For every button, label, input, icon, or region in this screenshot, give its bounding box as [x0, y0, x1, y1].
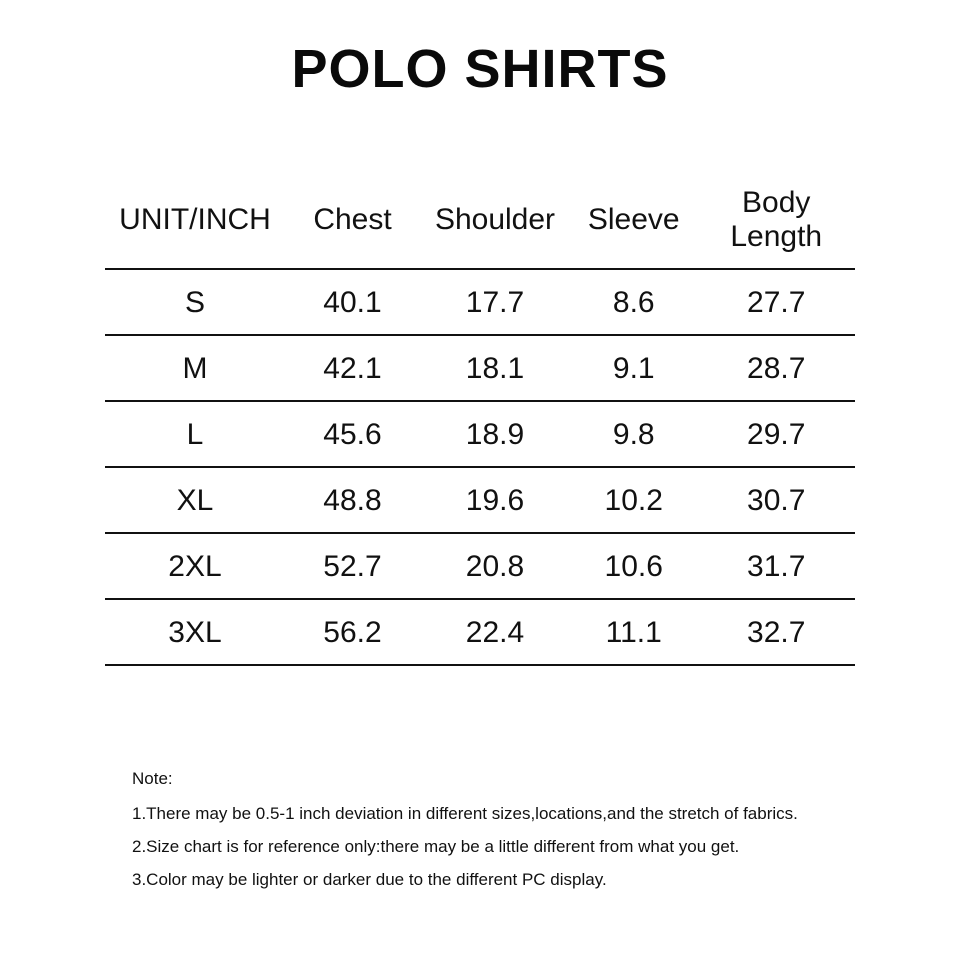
- cell-body-length: 32.7: [698, 599, 856, 665]
- cell-body-length: 29.7: [698, 401, 856, 467]
- cell-shoulder: 18.9: [420, 401, 570, 467]
- column-header-body-length: Body Length: [698, 170, 856, 269]
- cell-size: S: [105, 269, 285, 335]
- cell-body-length: 31.7: [698, 533, 856, 599]
- cell-size: L: [105, 401, 285, 467]
- cell-sleeve: 10.6: [570, 533, 698, 599]
- cell-shoulder: 19.6: [420, 467, 570, 533]
- note-line-2: 2.Size chart is for reference only:there may be a little different from what you get.: [132, 837, 740, 857]
- table-row: [105, 467, 855, 533]
- cell-sleeve: 8.6: [570, 269, 698, 335]
- notes-section: [0, 762, 960, 897]
- notes-heading: Note:: [132, 769, 173, 788]
- cell-body-length: 30.7: [698, 467, 856, 533]
- column-header-unit: UNIT/INCH: [105, 170, 285, 269]
- cell-shoulder: 17.7: [420, 269, 570, 335]
- cell-chest: 52.7: [285, 533, 420, 599]
- column-header-sleeve: Sleeve: [570, 170, 698, 269]
- size-chart-table: [105, 170, 855, 666]
- table-row: [105, 599, 855, 665]
- column-header-chest: Chest: [285, 170, 420, 269]
- cell-chest: 48.8: [285, 467, 420, 533]
- table-row: [105, 401, 855, 467]
- cell-size: XL: [105, 467, 285, 533]
- page-title: POLO SHIRTS: [291, 39, 669, 99]
- table-row: [105, 533, 855, 599]
- cell-shoulder: 20.8: [420, 533, 570, 599]
- cell-shoulder: 22.4: [420, 599, 570, 665]
- table-row: [105, 269, 855, 335]
- cell-chest: 56.2: [285, 599, 420, 665]
- cell-chest: 45.6: [285, 401, 420, 467]
- cell-sleeve: 9.8: [570, 401, 698, 467]
- cell-chest: 40.1: [285, 269, 420, 335]
- table-header: [105, 170, 855, 269]
- note-line-1: 1.There may be 0.5-1 inch deviation in different sizes,locations,and the stretch of fabrics.: [132, 804, 798, 824]
- cell-shoulder: 18.1: [420, 335, 570, 401]
- cell-size: M: [105, 335, 285, 401]
- cell-size: 3XL: [105, 599, 285, 665]
- size-chart-table-container: [0, 170, 960, 666]
- table-row: [105, 335, 855, 401]
- cell-chest: 42.1: [285, 335, 420, 401]
- column-header-shoulder: Shoulder: [420, 170, 570, 269]
- cell-body-length: 28.7: [698, 335, 856, 401]
- cell-body-length: 27.7: [698, 269, 856, 335]
- cell-sleeve: 9.1: [570, 335, 698, 401]
- cell-sleeve: 10.2: [570, 467, 698, 533]
- table-header-row: [105, 170, 855, 269]
- cell-sleeve: 11.1: [570, 599, 698, 665]
- note-line-3: 3.Color may be lighter or darker due to the different PC display.: [132, 870, 607, 890]
- table-body: [105, 269, 855, 665]
- cell-size: 2XL: [105, 533, 285, 599]
